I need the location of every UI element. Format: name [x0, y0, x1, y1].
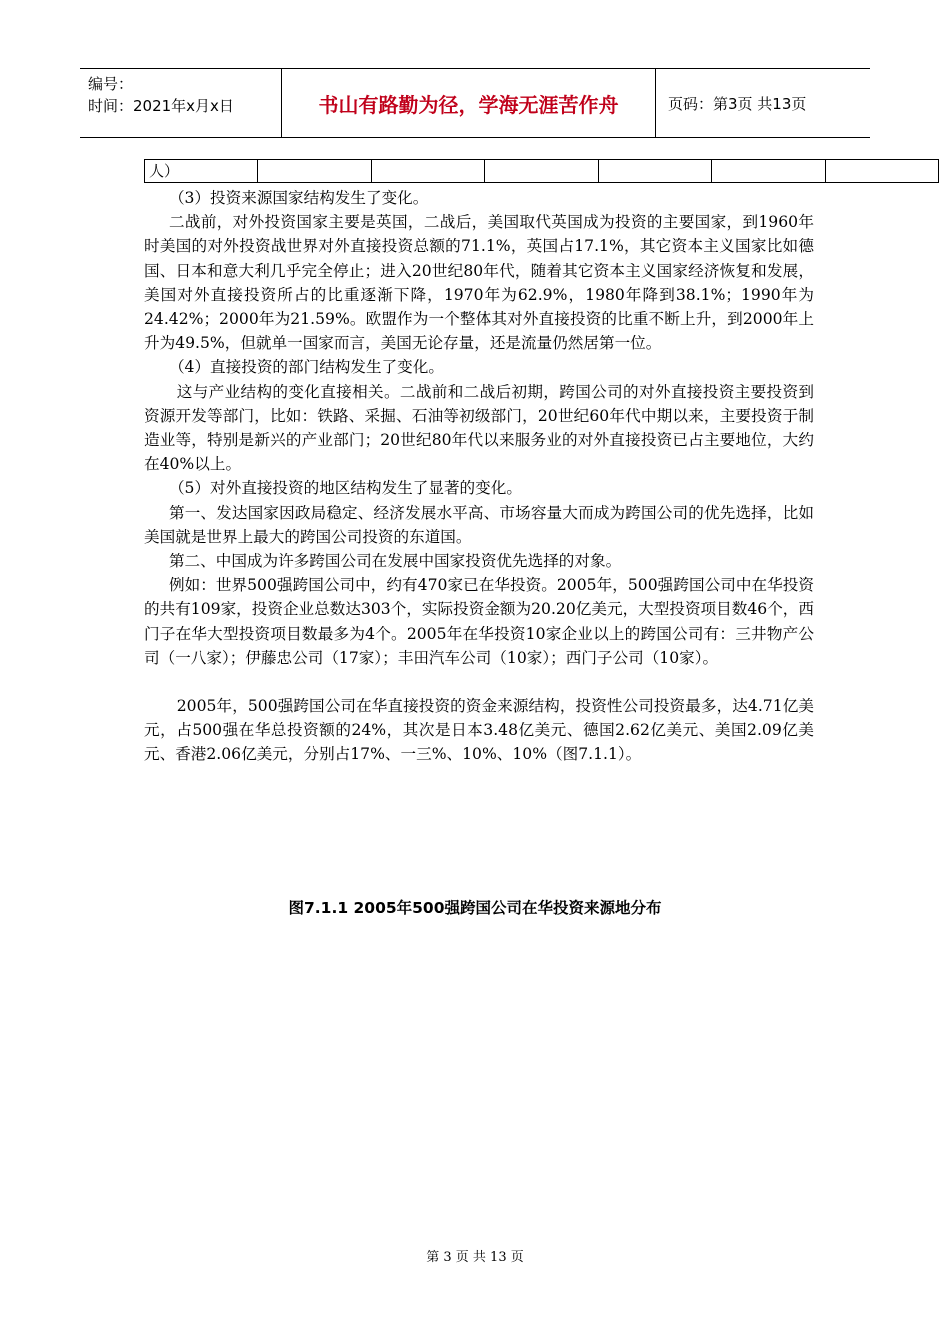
table-cell	[826, 160, 939, 183]
table-cell	[712, 160, 826, 183]
paragraph: 这与产业结构的变化直接相关。二战前和二战后初期，跨国公司的对外直接投资主要投资到资源开发等部门，比如：铁路、采掘、石油等初级部门，20世纪60年代中期以来，主要投资于制造业等，特别是新兴的产业部门；20世纪80年代以来服务业的对外直接投资已占主要地位，大约在40%以上。	[144, 382, 814, 474]
paragraph-spacer	[144, 670, 814, 694]
paragraph-heading-3: （3）投资来源国家结构发生了变化。	[168, 189, 429, 207]
table-fragment	[144, 159, 939, 183]
paragraph: 2005年，500强跨国公司在华直接投资的资金来源结构，投资性公司投资最多，达4.71亿美元，占500强在华总投资额的24%，其次是日本3.48亿美元、德国2.62亿美元、美国2.09亿美元、香港2.06亿美元，分别占17%、一三%、10%、10%（图7.1.1）。	[144, 697, 814, 764]
paragraph: 第二、中国成为许多跨国公司在发展中国家投资优先选择的对象。	[168, 552, 622, 571]
document-number-label: 编号：	[88, 75, 134, 93]
paragraph: 第一、发达国家因政局稳定、经济发展水平高、市场容量大而成为跨国公司的优先选择，比如美国就是世界上最大的跨国公司投资的东道国。	[144, 503, 814, 546]
table-cell	[258, 160, 372, 183]
page-header	[80, 68, 870, 138]
table-row	[145, 160, 939, 183]
body-text	[144, 186, 814, 767]
table-cell: 人）	[145, 160, 258, 183]
paragraph: 二战前，对外投资国家主要是英国，二战后，美国取代英国成为投资的主要国家，到1960年时美国的对外投资战世界对外直接投资总额的71.1%，英国占17.1%，其它资本主义国家比如德国、日本和意大利几乎完全停止；进入20世纪80年代，随着其它资本主义国家经济恢复和发展，美国对外直接投资所占的比重逐渐下降，1970年为62.9%，1980年降到38.1%；1990年为24.42%；2000年为21.59%。欧盟作为一个整体其对外直接投资的比重不断上升，到2000年上升为49.5%，但就单一国家而言，美国无论存量，还是流量仍然居第一位。	[144, 213, 814, 353]
document-date-label: 时间：2021年x月x日	[88, 97, 234, 115]
table-cell	[372, 160, 485, 183]
header-page-label: 页码：第3页 共13页	[668, 94, 807, 113]
page-footer: 第 3 页 共 13 页	[426, 1250, 524, 1265]
table-cell	[485, 160, 599, 183]
paragraph-heading-5: （5）对外直接投资的地区结构发生了显著的变化。	[168, 479, 522, 498]
header-meta	[80, 69, 282, 137]
paragraph-heading-4: （4）直接投资的部门结构发生了变化。	[168, 358, 444, 377]
header-motto: 书山有路勤为径，学海无涯苦作舟	[282, 69, 656, 137]
figure-caption: 图7.1.1 2005年500强跨国公司在华投资来源地分布	[288, 899, 662, 917]
paragraph: 例如：世界500强跨国公司中，约有470家已在华投资。2005年，500强跨国公司中在华投资的共有109家，投资企业总数达303个，实际投资金额为20.20亿美元，大型投资项目数46个，西门子在华大型投资项目数最多为4个。2005年在华投资10家企业以上的跨国公司有：三井物产公司（一八家）；伊藤忠公司（17家）；丰田汽车公司（10家）；西门子公司（10家）。	[144, 576, 814, 667]
table-cell	[599, 160, 712, 183]
